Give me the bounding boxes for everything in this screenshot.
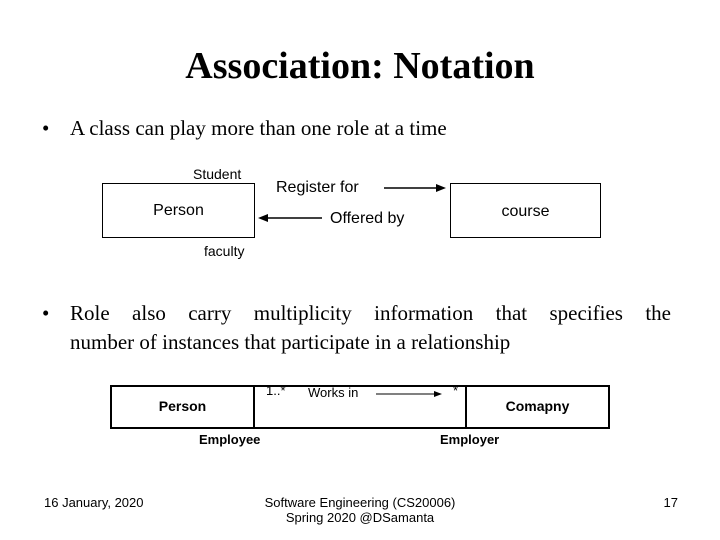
footer-course: [240, 495, 480, 525]
assoc-label-works-in: Works in: [308, 385, 359, 400]
multiplicity-right: *: [453, 383, 459, 398]
class-name-person: Person: [153, 202, 204, 219]
class-name-person-2: Person: [158, 398, 207, 414]
slide-title: Association: Notation: [185, 45, 535, 87]
class-name-company: Comapny: [505, 398, 570, 414]
arrow-head-offered: [258, 214, 268, 222]
footer-course-line-2: Spring 2020 @DSamanta: [285, 510, 435, 525]
assoc-label-register-for: Register for: [276, 179, 359, 196]
role-label-employee: Employee: [199, 432, 261, 447]
footer-course-line-1: Software Engineering (CS20006): [264, 495, 456, 510]
association-arrow-2: [0, 370, 720, 460]
arrow-head-register: [436, 184, 446, 192]
role-label-student: Student: [193, 166, 242, 182]
class-name-course: course: [501, 203, 550, 220]
role-label-employer: Employer: [440, 432, 500, 447]
footer-page-number: 17: [663, 495, 678, 510]
diagram-multiplicity: [0, 370, 720, 460]
assoc-label-offered-by: Offered by: [330, 210, 405, 227]
multiplicity-left: 1..*: [266, 383, 286, 398]
footer-date: 16 January, 2020: [44, 495, 144, 510]
bullet-1-text: A class can play more than one role at a time: [70, 116, 447, 140]
bullet-2-line-2: number of instances that participate in a relationship: [70, 330, 511, 354]
role-label-faculty: faculty: [204, 243, 245, 259]
arrow-head-works-in: [434, 391, 442, 397]
bullet-dot: •: [42, 301, 50, 325]
bullet-dot: •: [42, 116, 50, 140]
bullet-2-line-1: Role also carry multiplicity information that specifies the: [70, 301, 671, 325]
